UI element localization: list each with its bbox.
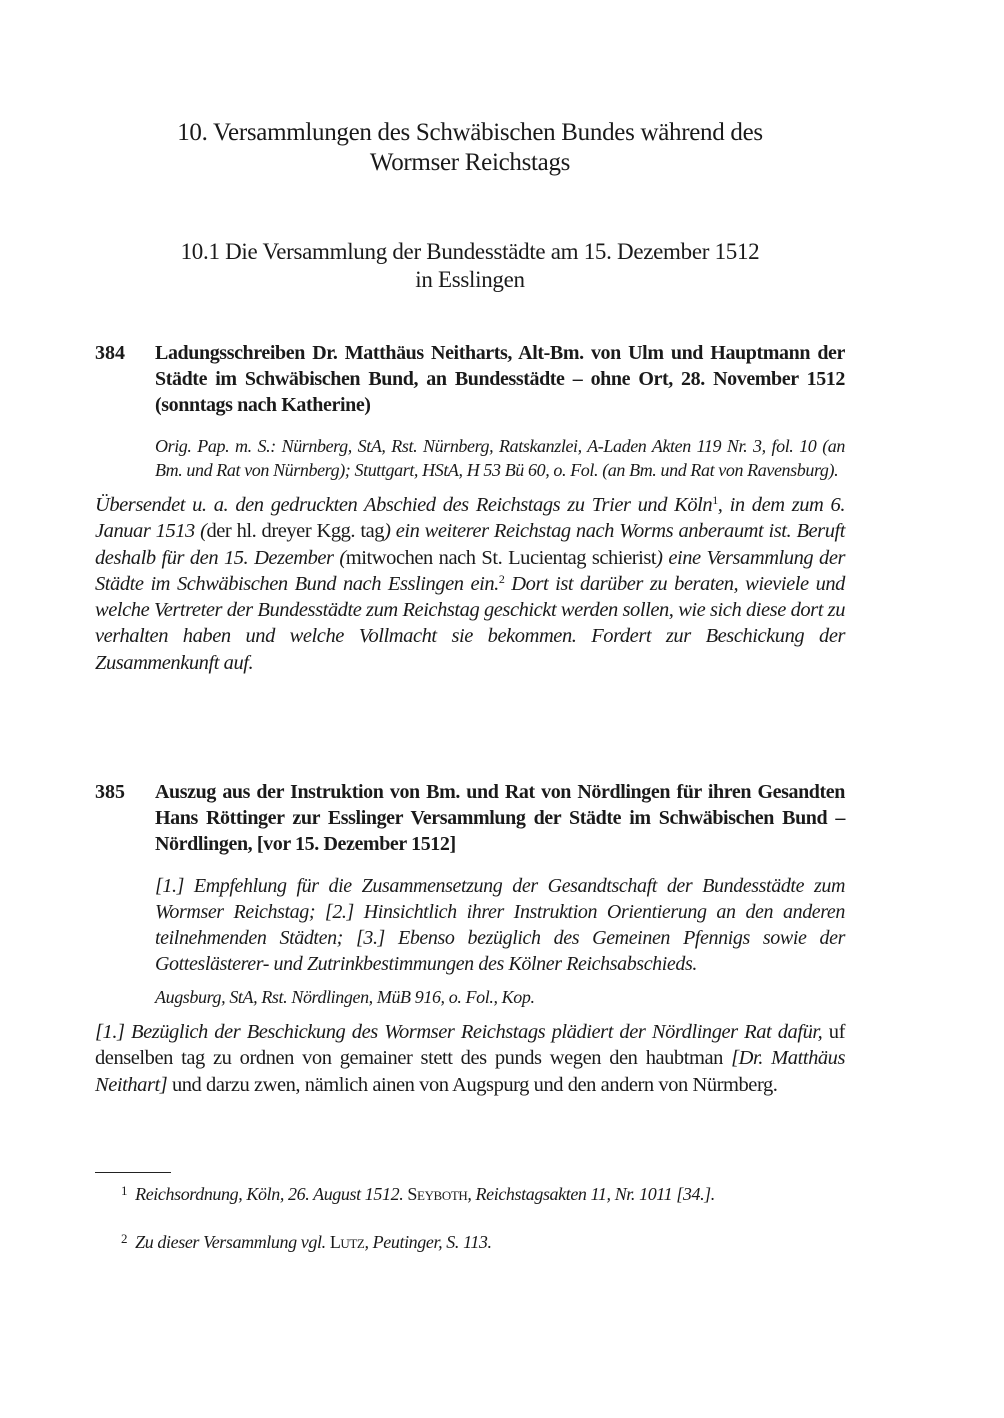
footnote-text: Reichsordnung, Köln, 26. August 1512.	[135, 1184, 408, 1204]
quote-text: mitwochen nach St. Lucientag schierist	[345, 546, 657, 569]
entry-384	[95, 340, 845, 676]
section-title	[95, 238, 845, 294]
entry-body	[95, 492, 845, 676]
footnote-author: Seyboth	[407, 1184, 468, 1204]
body-text: Dort ist darüber zu beraten, wieviele und welche Vertreter der Bundesstädte zum Reichstag geschickt werden sollen, wie sich diese dort zu verhalten haben und welche Vollmacht sie bekommen. Fordert zur Beschickung der Zusammenkunft auf.	[95, 572, 845, 674]
entry-number: 385	[95, 781, 125, 803]
entry-source: Orig. Pap. m. S.: Nürnberg, StA, Rst. Nürnberg, Ratskanzlei, A-Laden Akten 119 Nr. 3, fol. 10 (an Bm. und Rat von Nürnberg); Stuttgart, HStA, H 53 Bü 60, o. Fol. (an Bm. und Rat von Ravensburg).	[155, 436, 845, 480]
quote-text: der hl. dreyer Kgg. tag	[206, 520, 385, 543]
section-title-line: in Esslingen	[415, 267, 525, 292]
body-text: ) eine Versammlung der Städte im Schwäbischen Bund nach Esslingen ein.	[95, 546, 846, 595]
footnote-1	[95, 1180, 845, 1205]
body-text: ) ein weiterer Reichstag nach Worms anberaumt ist. Beruft deshalb für den 15. Dezember (	[95, 520, 845, 569]
quote-text: und darzu zwen, nämlich ainen von Augspurg und den andern von Nürmberg.	[167, 1073, 778, 1096]
chapter-title-line: Wormser Reichstags	[369, 149, 571, 176]
footnote-number: 2	[121, 1231, 128, 1246]
section-title-line: 10.1 Die Versammlung der Bundesstädte am 15. Dezember 1512	[180, 239, 760, 264]
footnote-rule	[95, 1172, 171, 1173]
footnote-ref[interactable]: 1	[712, 493, 718, 507]
body-text: , in dem zum 6. Januar 1513 (	[95, 494, 845, 543]
footnote-text: Zu dieser Versammlung vgl.	[135, 1232, 330, 1252]
chapter-title	[95, 118, 845, 178]
entry-385	[95, 779, 845, 1098]
quote-text: uf denselben tag zu ordnen von gemainer stett des punds wegen den haubtman	[95, 1021, 845, 1070]
footnote-2	[95, 1228, 845, 1253]
footnote-text: , Reichstagsakten 11, Nr. 1011 [34.].	[467, 1184, 715, 1204]
entry-summary: [1.] Empfehlung für die Zusammensetzung der Gesandtschaft der Bundesstädte zum Wormser Reichstag; [2.] Hinsichtlich ihrer Instruktion Orientierung an den anderen teilnehmenden Städten; [3.] Ebenso bezüglich des Gemeinen Pfennigs sowie der Gotteslästerer- und Zutrinkbestimmungen des Kölner Reichsabschieds.	[155, 875, 845, 975]
body-text: Übersendet u. a. den gedruckten Abschied des Reichstags zu Trier und Köln	[95, 494, 713, 516]
editorial-insert: [Dr. Matthäus Neithart]	[95, 1047, 846, 1096]
body-text: [1.] Bezüglich der Beschickung des Wormser Reichstags plädiert der Nördlinger Rat dafür,	[95, 1021, 823, 1043]
entry-number: 384	[95, 342, 125, 364]
footnote-ref[interactable]: 2	[498, 571, 505, 586]
entry-title: Ladungsschreiben Dr. Matthäus Neitharts, Alt-Bm. von Ulm und Hauptmann der Städte im Schwäbischen Bund, an Bundesstädte – ohne Ort, 28. November 1512 (sonntags nach Katherine)	[155, 342, 845, 416]
footnote-text: , Peutinger, S. 113.	[364, 1232, 492, 1252]
footnote-author: Lutz	[329, 1232, 365, 1252]
footnote-number: 1	[121, 1183, 128, 1198]
entry-source: Augsburg, StA, Rst. Nördlingen, MüB 916, o. Fol., Kop.	[155, 987, 535, 1007]
chapter-title-line: 10. Versammlungen des Schwäbischen Bundes während des	[177, 119, 763, 146]
entry-body	[95, 1019, 845, 1098]
entry-title: Auszug aus der Instruktion von Bm. und Rat von Nördlingen für ihren Gesandten Hans Röttinger zur Esslinger Versammlung der Städte im Schwäbischen Bund – Nördlingen, [vor 15. Dezember 1512]	[155, 781, 845, 855]
